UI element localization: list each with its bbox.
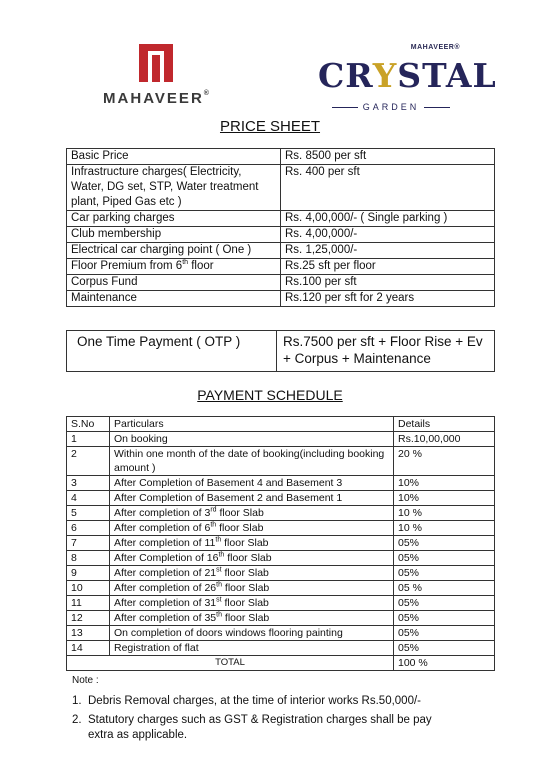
particulars-text: After Completion of Basement 4 and Basement 3 — [114, 477, 343, 489]
schedule-details: 05 % — [394, 581, 495, 596]
particulars-sup: rd — [210, 506, 217, 514]
schedule-sno: 3 — [67, 476, 110, 491]
schedule-particulars — [110, 491, 394, 506]
particulars-text-post: floor Slab — [221, 582, 270, 594]
schedule-sno: 2 — [67, 447, 110, 476]
price-value: Rs. 4,00,000/- — [281, 227, 495, 243]
price-item: Infrastructure charges( Electricity, Water, DG set, STP, Water treatment plant, Piped Gas etc ) — [67, 165, 281, 211]
particulars-text-post: floor Slab — [221, 597, 269, 609]
schedule-particulars — [110, 506, 394, 521]
crystal-garden-logo — [316, 44, 497, 116]
otp-value: Rs.7500 per sft + Floor Rise + Ev + Corpus + Maintenance — [277, 331, 495, 372]
particulars-text: Registration of flat — [114, 642, 199, 654]
crystal-wordmark: CRYSTAL — [318, 56, 497, 95]
schedule-sno: 7 — [67, 536, 110, 551]
schedule-sno: 6 — [67, 521, 110, 536]
particulars-text: After Completion of Basement 2 and Basement 1 — [114, 492, 343, 504]
price-item-text: Floor Premium from 6 — [71, 260, 183, 272]
schedule-sno: 1 — [67, 432, 110, 447]
particulars-text: After completion of 11 — [114, 537, 216, 549]
schedule-details: Rs.10,00,000 — [394, 432, 495, 447]
schedule-sno: 12 — [67, 611, 110, 626]
price-value: Rs. 1,25,000/- — [281, 243, 495, 259]
notes-list — [72, 694, 452, 747]
price-value: Rs.100 per sft — [281, 275, 495, 291]
table-row — [67, 521, 495, 536]
table-row — [67, 259, 495, 275]
schedule-particulars — [110, 476, 394, 491]
schedule-particulars — [110, 596, 394, 611]
schedule-details: 05% — [394, 536, 495, 551]
table-row — [67, 291, 495, 307]
price-item: Basic Price — [67, 149, 281, 165]
particulars-text-post: floor Slab — [224, 552, 272, 564]
table-row — [67, 626, 495, 641]
otp-table — [66, 330, 495, 372]
total-label: TOTAL — [67, 656, 394, 671]
note-label: Note : — [72, 675, 99, 686]
particulars-text: After completion of 26 — [114, 582, 217, 594]
schedule-details: 10% — [394, 491, 495, 506]
table-row — [67, 566, 495, 581]
table-row — [67, 476, 495, 491]
particulars-text: On booking — [114, 433, 168, 445]
particulars-text: On completion of doors windows flooring painting — [114, 627, 343, 639]
schedule-details: 05% — [394, 641, 495, 656]
schedule-particulars — [110, 626, 394, 641]
otp-row — [67, 331, 495, 372]
list-item — [72, 713, 452, 743]
particulars-text: After Completion of 16 — [114, 552, 219, 564]
schedule-details: 05% — [394, 611, 495, 626]
particulars-text: After completion of 3 — [114, 507, 211, 519]
schedule-details: 10% — [394, 476, 495, 491]
schedule-sno: 10 — [67, 581, 110, 596]
particulars-sup: th — [216, 611, 222, 619]
table-row — [67, 596, 495, 611]
table-header-row — [67, 417, 495, 432]
schedule-details: 10 % — [394, 521, 495, 536]
schedule-sno: 14 — [67, 641, 110, 656]
particulars-text-post: floor Slab — [216, 507, 264, 519]
schedule-details: 10 % — [394, 506, 495, 521]
price-item — [67, 259, 281, 275]
price-item: Club membership — [67, 227, 281, 243]
total-value: 100 % — [394, 656, 495, 671]
schedule-particulars — [110, 581, 394, 596]
otp-label: One Time Payment ( OTP ) — [67, 331, 277, 372]
table-row — [67, 581, 495, 596]
crystal-star-letter: Y — [372, 56, 398, 95]
particulars-text-post: floor Slab — [221, 567, 269, 579]
schedule-details: 05% — [394, 596, 495, 611]
price-item: Maintenance — [67, 291, 281, 307]
schedule-particulars — [110, 521, 394, 536]
payment-schedule-table — [66, 416, 495, 671]
schedule-particulars — [110, 611, 394, 626]
price-value: Rs. 8500 per sft — [281, 149, 495, 165]
header-sno: S.No — [67, 417, 110, 432]
price-item: Car parking charges — [67, 211, 281, 227]
schedule-sno: 9 — [67, 566, 110, 581]
total-row — [67, 656, 495, 671]
table-row — [67, 641, 495, 656]
particulars-text-post: floor Slab — [216, 522, 264, 534]
schedule-particulars — [110, 447, 394, 476]
schedule-particulars — [110, 551, 394, 566]
table-row — [67, 165, 495, 211]
list-item — [72, 694, 452, 709]
particulars-text: After completion of 6 — [114, 522, 211, 534]
schedule-details: 05% — [394, 551, 495, 566]
price-item-sup: th — [182, 259, 189, 267]
particulars-text-post: floor Slab — [221, 612, 270, 624]
price-item: Corpus Fund — [67, 275, 281, 291]
particulars-text: After completion of 31 — [114, 597, 217, 609]
schedule-sno: 8 — [67, 551, 110, 566]
crystal-brand-label: MAHAVEER® — [410, 44, 460, 51]
price-sheet-title: PRICE SHEET — [219, 118, 321, 135]
particulars-sup: st — [216, 566, 222, 574]
particulars-text-post: floor Slab — [221, 537, 269, 549]
price-sheet-table — [66, 148, 495, 307]
schedule-details: 20 % — [394, 447, 495, 476]
schedule-particulars — [110, 566, 394, 581]
table-row — [67, 536, 495, 551]
mahaveer-logo-mark-icon — [139, 44, 173, 82]
particulars-sup: st — [216, 596, 222, 604]
payment-schedule-title: PAYMENT SCHEDULE — [197, 387, 343, 403]
mahaveer-wordmark: MAHAVEER® — [103, 90, 211, 107]
table-row — [67, 243, 495, 259]
mahaveer-logo — [72, 44, 242, 108]
schedule-sno: 11 — [67, 596, 110, 611]
table-row — [67, 551, 495, 566]
table-row — [67, 447, 495, 476]
schedule-particulars — [110, 536, 394, 551]
particulars-sup: th — [210, 521, 217, 529]
price-value: Rs.120 per sft for 2 years — [281, 291, 495, 307]
schedule-particulars — [110, 432, 394, 447]
garden-wordmark: GARDEN — [316, 102, 466, 112]
schedule-sno: 13 — [67, 626, 110, 641]
particulars-sup: th — [216, 581, 222, 589]
schedule-sno: 5 — [67, 506, 110, 521]
table-row — [67, 432, 495, 447]
particulars-text: After completion of 35 — [114, 612, 217, 624]
table-row — [67, 506, 495, 521]
particulars-text: After completion of 21 — [114, 567, 217, 579]
particulars-sup: th — [218, 551, 225, 559]
note-number: 1. — [72, 695, 82, 707]
particulars-text: Within one month of the date of booking(including booking amount ) — [114, 448, 385, 474]
table-row — [67, 227, 495, 243]
table-row — [67, 149, 495, 165]
table-row — [67, 211, 495, 227]
price-item: Electrical car charging point ( One ) — [67, 243, 281, 259]
table-row — [67, 275, 495, 291]
note-text: Debris Removal charges, at the time of interior works Rs.50,000/- — [88, 695, 421, 707]
price-value: Rs. 4,00,000/- ( Single parking ) — [281, 211, 495, 227]
price-value: Rs. 400 per sft — [281, 165, 495, 211]
schedule-details: 05% — [394, 566, 495, 581]
header-particulars: Particulars — [110, 417, 394, 432]
header-details: Details — [394, 417, 495, 432]
note-number: 2. — [72, 714, 82, 726]
schedule-particulars — [110, 641, 394, 656]
price-value: Rs.25 sft per floor — [281, 259, 495, 275]
table-row — [67, 611, 495, 626]
price-item-text-post: floor — [188, 260, 214, 272]
schedule-sno: 4 — [67, 491, 110, 506]
table-row — [67, 491, 495, 506]
particulars-sup: th — [215, 536, 222, 544]
schedule-details: 05% — [394, 626, 495, 641]
note-text: Statutory charges such as GST & Registration charges shall be pay extra as applicable. — [88, 714, 432, 741]
